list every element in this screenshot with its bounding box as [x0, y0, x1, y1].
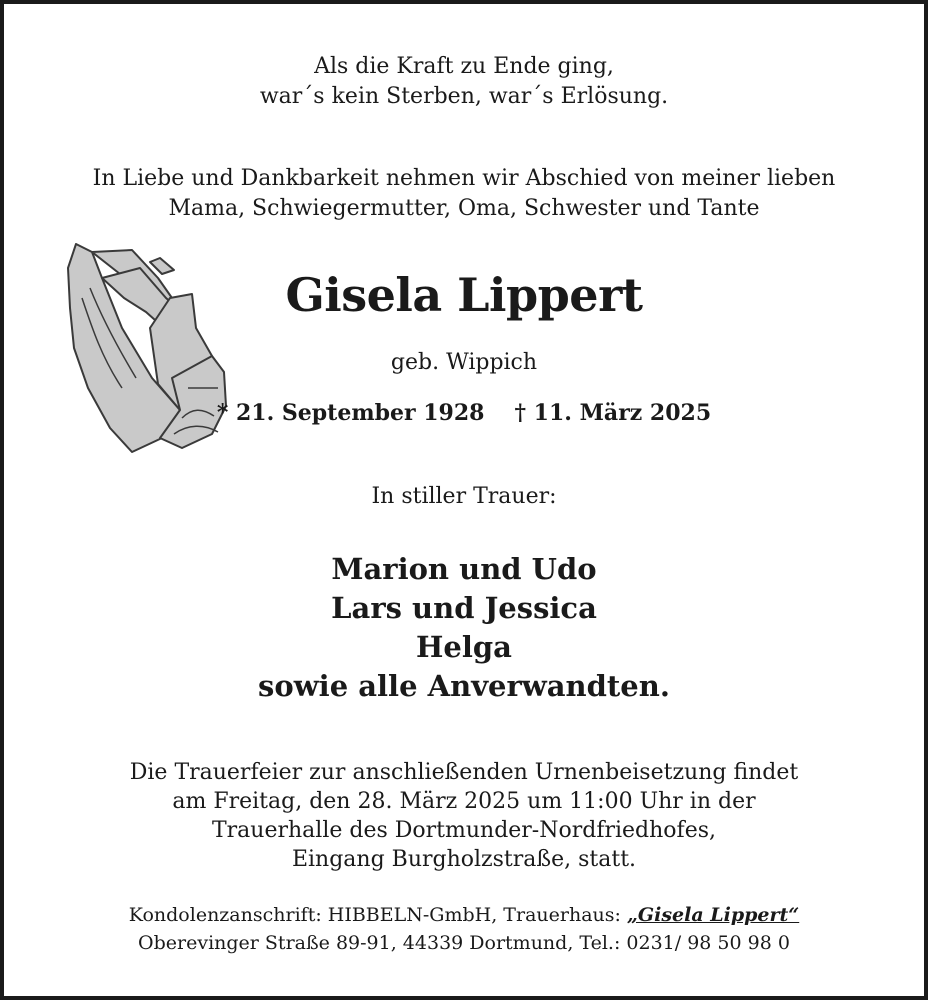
- mourner-name: sowie alle Anverwandten.: [258, 669, 670, 703]
- mourner-name: Helga: [416, 630, 512, 664]
- service-line-1: Die Trauerfeier zur anschließenden Urnenbeisetzung findet: [129, 760, 799, 785]
- intro-line-2: Mama, Schwiegermutter, Oma, Schwester und Tante: [168, 196, 760, 221]
- mourners-heading: In stiller Trauer:: [371, 484, 557, 509]
- mourner-name: Lars und Jessica: [331, 591, 597, 625]
- service-line-2: am Freitag, den 28. März 2025 um 11:00 Uhr in der: [172, 789, 756, 814]
- condolence-house: „Gisela Lippert“: [626, 904, 800, 926]
- intro-line-1: In Liebe und Dankbarkeit nehmen wir Abschied von meiner lieben: [92, 166, 836, 191]
- condolence-label: Kondolenzanschrift: HIBBELN-GmbH, Trauerhaus:: [128, 904, 627, 926]
- birth-name: geb. Wippich: [390, 350, 538, 375]
- service-line-4: Eingang Burgholzstraße, statt.: [291, 847, 637, 872]
- deceased-name: Gisela Lippert: [285, 268, 643, 322]
- condolence-address: Oberevinger Straße 89-91, 44339 Dortmund, Tel.: 0231/ 98 50 98 0: [138, 932, 790, 954]
- verse-line-2: war´s kein Sterben, war´s Erlösung.: [259, 84, 669, 109]
- birth-date: * 21. September 1928: [216, 400, 485, 426]
- life-dates: [0, 400, 928, 426]
- verse-line-1: Als die Kraft zu Ende ging,: [314, 54, 614, 79]
- condolence-line: [0, 904, 928, 926]
- death-date: † 11. März 2025: [514, 400, 712, 426]
- service-line-3: Trauerhalle des Dortmunder-Nordfriedhofes,: [211, 818, 716, 843]
- mourner-name: Marion und Udo: [331, 552, 597, 586]
